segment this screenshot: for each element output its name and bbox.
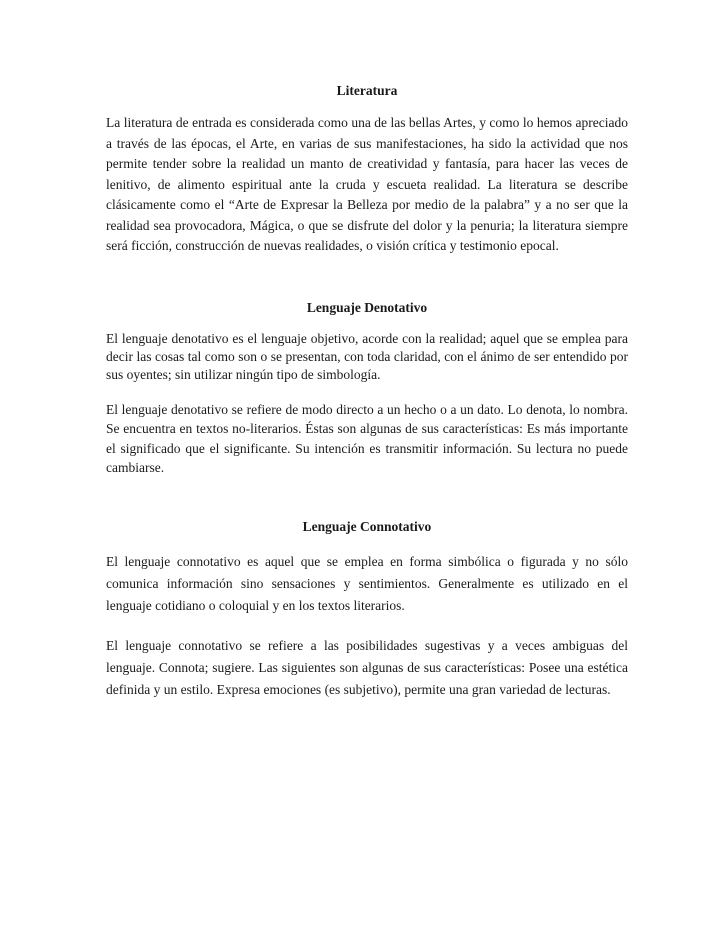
paragraph: El lenguaje connotativo es aquel que se emplea en forma simbólica o figurada y no sólo comunica información sino sensaciones y sentimientos. Generalmente es utilizado en el lenguaje cotidiano o coloquial y en los textos literarios. [106, 553, 628, 613]
paragraph: El lenguaje denotativo se refiere de modo directo a un hecho o a un dato. Lo denota, lo nombra. Se encuentra en textos no-literarios. Éstas son algunas de sus características: Es más importante el significado que el significante. Su intención es transmitir información. Su lectura no puede cambiarse. [106, 401, 628, 475]
document-page [106, 82, 628, 701]
section-title-lenguaje-denotativo: Lenguaje Denotativo [306, 299, 428, 315]
paragraph: La literatura de entrada es considerada como una de las bellas Artes, y como lo hemos apreciado a través de las épocas, el Arte, en varias de sus manifestaciones, ha sido la actividad que nos permite tender sobre la realidad un manto de creatividad y fantasía, para hacer las veces de lenitivo, de alimento espiritual ante la cruda y escueta realidad. La literatura se describe clásicamente como el “Arte de Expresar la Belleza por medio de la palabra” y a no ser que la realidad sea provocadora, Mágica, o que se disfrute del dolor y la penuria; la literatura siempre será ficción, construcción de nuevas realidades, o visión crítica y testimonio epocal. [106, 115, 628, 253]
paragraph: El lenguaje connotativo se refiere a las posibilidades sugestivas y a veces ambiguas del lenguaje. Connota; sugiere. Las siguientes son algunas de sus características: Posee una estética definida y un estilo. Expresa emociones (es subjetivo), permite una gran variedad de lecturas. [106, 637, 628, 697]
section-title-lenguaje-connotativo: Lenguaje Connotativo [302, 518, 432, 534]
paragraph: El lenguaje denotativo es el lenguaje objetivo, acorde con la realidad; aquel que se emplea para decir las cosas tal como son o se presentan, con toda claridad, con el ánimo de ser entendido por sus oyentes; sin utilizar ningún tipo de simbología. [106, 330, 628, 382]
section-title-literatura: Literatura [336, 83, 398, 98]
